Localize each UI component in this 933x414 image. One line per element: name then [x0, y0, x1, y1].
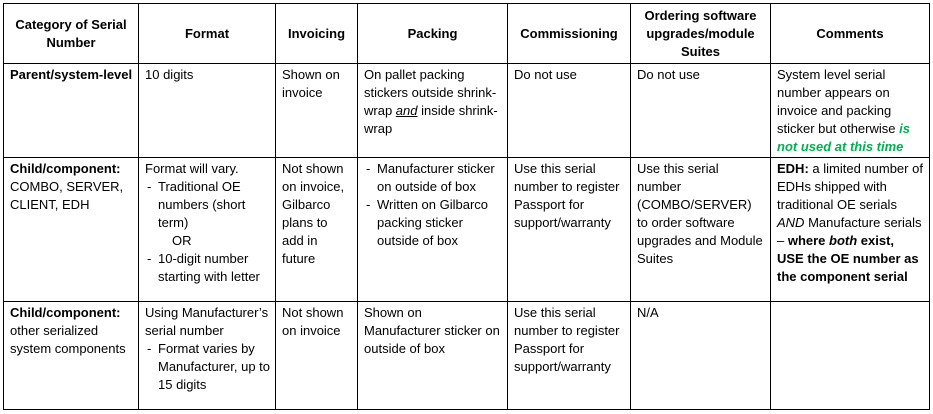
list-item: - Traditional OE numbers (short term) [145, 178, 270, 232]
table-row-parent-system [4, 64, 930, 158]
packing-text-a: On pallet packing stickers outside shrink-wrap [364, 67, 497, 118]
cell-commissioning: Use this serial number to register Passport for support/warranty [508, 302, 631, 410]
comments-label: EDH: [777, 161, 809, 176]
comments-text-a: a limited number of EDHs shipped with traditional OE serials [777, 161, 923, 212]
category-detail: other serialized system components [10, 323, 126, 356]
cell-ordering: N/A [631, 302, 771, 410]
list-item: - Written on Gilbarco packing sticker outside of box [364, 196, 502, 250]
cell-invoicing: Shown on invoice [276, 64, 358, 158]
cell-packing: Shown on Manufacturer sticker on outside of box [358, 302, 508, 410]
format-list [145, 178, 270, 232]
cell-category [4, 64, 139, 158]
table-header-row [4, 4, 930, 64]
header-format: Format [139, 4, 276, 64]
packing-list [364, 160, 502, 250]
cell-commissioning: Use this serial number to register Passport for support/warranty [508, 158, 631, 302]
cell-invoicing: Not shown on invoice, Gilbarco plans to add in future [276, 158, 358, 302]
comments-text-d: exist, USE the OE number as the component serial [777, 233, 919, 284]
format-list [145, 340, 270, 394]
cell-category [4, 158, 139, 302]
serial-number-table [3, 3, 930, 410]
comments-both-emphasis: both [829, 233, 858, 248]
comments-text-b: Manufacture serials – [777, 215, 922, 248]
cell-comments [771, 158, 930, 302]
cell-format [139, 302, 276, 410]
cell-invoicing: Not shown on invoice [276, 302, 358, 410]
header-comments: Comments [771, 4, 930, 64]
table-row-child-component [4, 158, 930, 302]
format-list [145, 250, 270, 286]
category-label: Child/component: [10, 305, 121, 320]
header-commissioning: Commissioning [508, 4, 631, 64]
cell-format: 10 digits [139, 64, 276, 158]
cell-ordering: Do not use [631, 64, 771, 158]
cell-ordering: Use this serial number (COMBO/SERVER) to order software upgrades and Module Suites [631, 158, 771, 302]
table-row-other-components [4, 302, 930, 410]
format-intro: Using Manufacturer’s serial number [145, 305, 269, 338]
list-item: - Manufacturer sticker on outside of box [364, 160, 502, 196]
cell-commissioning: Do not use [508, 64, 631, 158]
packing-and-emphasis: and [395, 103, 418, 118]
list-item: - Format varies by Manufacturer, up to 15 digits [145, 340, 270, 394]
header-invoicing: Invoicing [276, 4, 358, 64]
category-label: Child/component: [10, 161, 121, 176]
header-packing: Packing [358, 4, 508, 64]
comments-and-emphasis: AND [777, 215, 805, 230]
cell-comments [771, 302, 930, 410]
cell-format [139, 158, 276, 302]
category-detail: COMBO, SERVER, CLIENT, EDH [10, 179, 124, 212]
packing-text-b: inside shrink-wrap [364, 103, 498, 136]
cell-packing [358, 158, 508, 302]
header-ordering: Ordering software upgrades/module Suites [631, 4, 771, 64]
format-or: OR [172, 233, 192, 248]
comments-highlight: is not used at this time [777, 121, 910, 154]
category-label: Parent/system-level [10, 67, 133, 82]
comments-text-a: System level serial number appears on invoice and packing sticker but otherwise [777, 67, 900, 136]
comments-text-c: where [787, 233, 830, 248]
cell-packing [358, 64, 508, 158]
cell-comments [771, 64, 930, 158]
header-category: Category of Serial Number [4, 4, 139, 64]
format-intro: Format will vary. [145, 161, 239, 176]
cell-category [4, 302, 139, 410]
list-item: - 10-digit number starting with letter [145, 250, 270, 286]
